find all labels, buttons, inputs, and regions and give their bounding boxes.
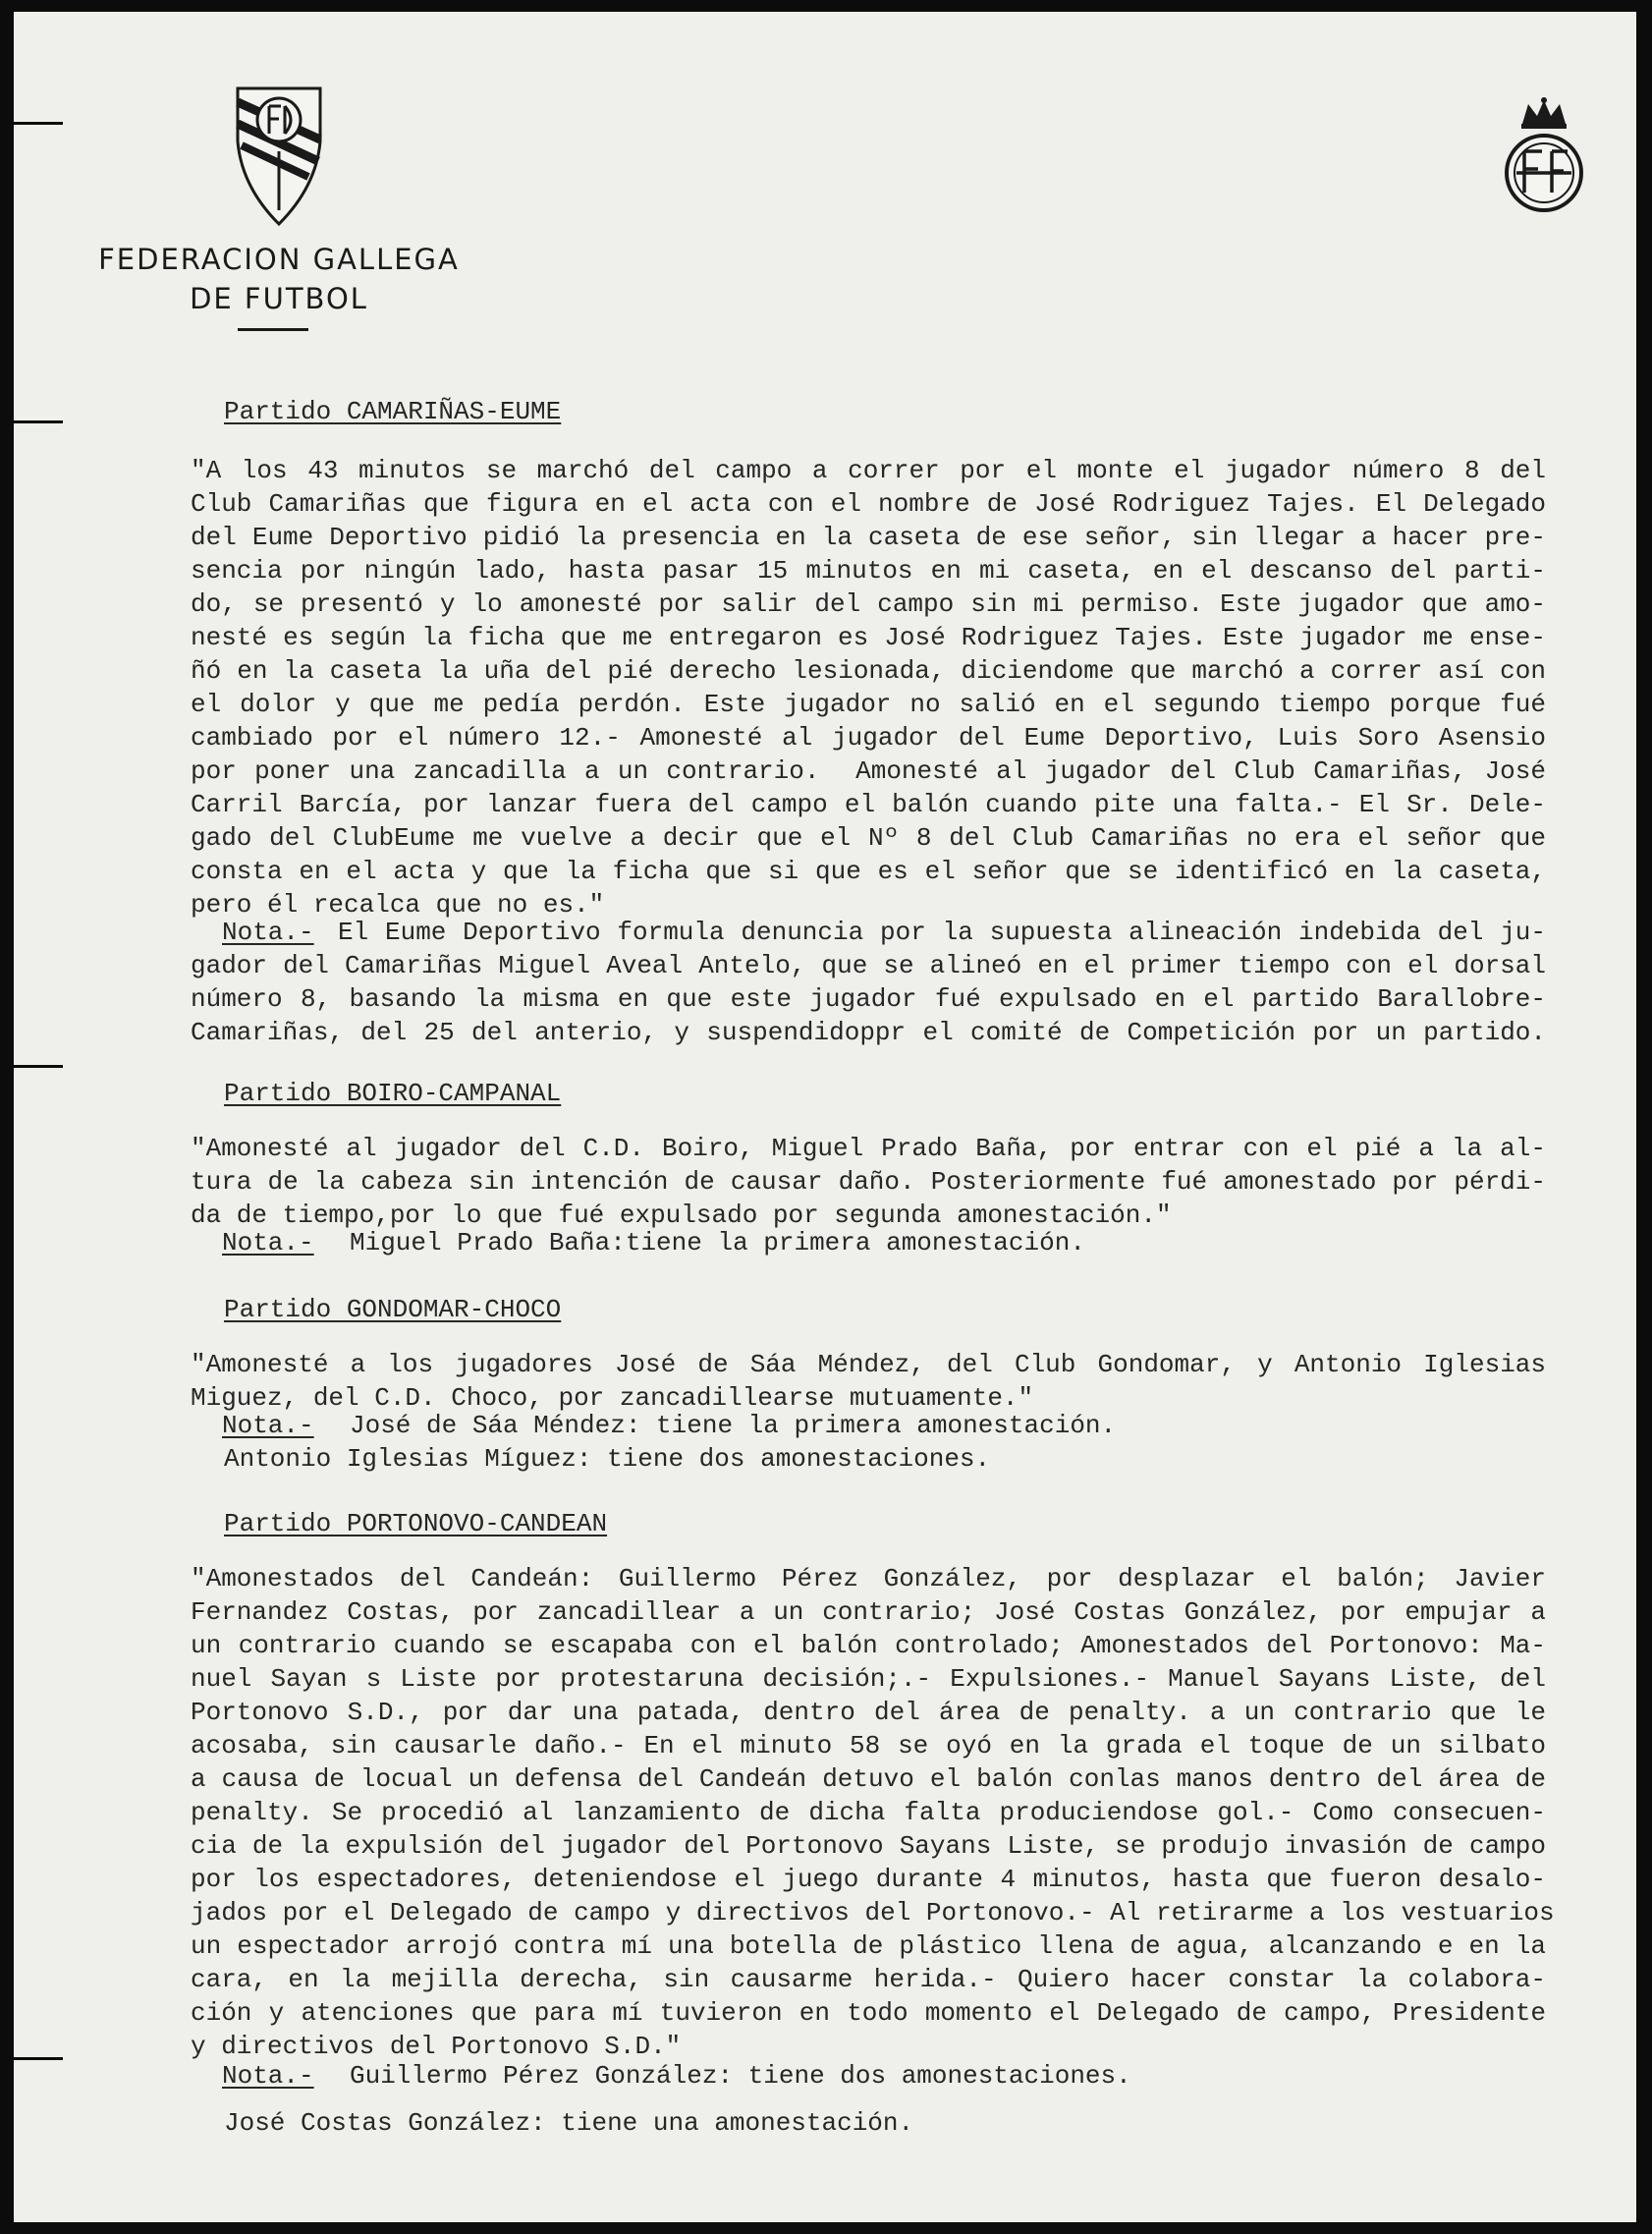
body-line: Fernandez Costas, por zancadillear a un contrario; José Costas González, por empujar a bbox=[191, 1597, 1546, 1627]
body-line: por los espectadores, deteniendose el juego durante 4 minutos, hasta que fueron desalo- bbox=[191, 1865, 1546, 1894]
note-line: Miguel Prado Baña:tiene la primera amonestación. bbox=[350, 1228, 1085, 1257]
body-line: ción y atenciones que para mí tuvieron en todo momento el Delegado de campo, Presidente bbox=[191, 1998, 1546, 2028]
body-line: pero él recalca que no es." bbox=[191, 890, 605, 920]
body-line: un contrario cuando se escapaba con el balón controlado; Amonestados del Portonovo: Ma- bbox=[191, 1631, 1546, 1660]
federation-name-line2: DE FUTBOL bbox=[190, 282, 368, 315]
document-body bbox=[14, 12, 1636, 2222]
note-line: José de Sáa Méndez: tiene la primera amonestación. bbox=[350, 1411, 1117, 1440]
note-label: Nota.- bbox=[222, 1411, 314, 1440]
body-line: do, se presentó y lo amonesté por salir del campo sin mi permiso. Este jugador que amo- bbox=[191, 589, 1546, 619]
body-line: y directivos del Portonovo S.D." bbox=[191, 2032, 682, 2061]
body-line: tura de la cabeza sin intención de causar daño. Posteriormente fué amonestado por pérdi- bbox=[191, 1167, 1546, 1197]
section-title: Partido CAMARIÑAS-EUME bbox=[224, 397, 562, 426]
section-title: Partido PORTONOVO-CANDEAN bbox=[224, 1509, 608, 1538]
note-label: Nota.- bbox=[222, 2061, 314, 2091]
note-label: Nota.- bbox=[222, 918, 314, 947]
section-title: Partido BOIRO-CAMPANAL bbox=[224, 1079, 562, 1108]
body-line: por poner una zancadilla a un contrario. Amonesté al jugador del Club Camariñas, José bbox=[191, 756, 1546, 786]
document-page bbox=[14, 12, 1636, 2222]
body-line: "Amonesté a los jugadores José de Sáa Méndez, del Club Gondomar, y Antonio Iglesias bbox=[191, 1350, 1546, 1379]
body-line: sencia por ningún lado, hasta pasar 15 minutos en mi caseta, en el descanso del parti- bbox=[191, 556, 1546, 586]
body-line: Carril Barcía, por lanzar fuera del campo el balón cuando pite una falta.- El Sr. Dele- bbox=[191, 790, 1546, 819]
body-line: jados por el Delegado de campo y directivos del Portonovo.- Al retirarme a los vestuarios bbox=[191, 1898, 1555, 1927]
body-line: un espectador arrojó contra mí una botella de plástico llena de agua, alcanzando e en la bbox=[191, 1931, 1546, 1961]
body-line: gado del ClubEume me vuelve a decir que el Nº 8 del Club Camariñas no era el señor que bbox=[191, 823, 1546, 853]
body-line: "A los 43 minutos se marchó del campo a correr por el monte el jugador número 8 del bbox=[191, 456, 1546, 485]
note-line: El Eume Deportivo formula denuncia por la supuesta alineación indebida del ju- bbox=[338, 918, 1546, 947]
note-line: número 8, basando la misma en que este jugador fué expulsado en el partido Barallobre- bbox=[191, 984, 1546, 1014]
body-line: cia de la expulsión del jugador del Portonovo Sayans Liste, se produjo invasión de campo bbox=[191, 1831, 1546, 1861]
body-line: Miguez, del C.D. Choco, por zancadillearse mutuamente." bbox=[191, 1383, 1034, 1413]
body-line: el dolor y que me pedía perdón. Este jugador no salió en el segundo tiempo porque fué bbox=[191, 690, 1546, 719]
body-line: consta en el acta y que la ficha que si que es el señor que se identificó en la caseta, bbox=[191, 857, 1546, 886]
note-label: Nota.- bbox=[222, 1228, 314, 1257]
note-line: Camariñas, del 25 del anterio, y suspendidoppr el comité de Competición por un partido. bbox=[191, 1018, 1546, 1047]
body-line: "Amonesté al jugador del C.D. Boiro, Miguel Prado Baña, por entrar con el pié a la al- bbox=[191, 1134, 1546, 1163]
note-line: Antonio Iglesias Míguez: tiene dos amonestaciones. bbox=[224, 1444, 991, 1474]
body-line: nuel Sayan s Liste por protestaruna decisión;.- Expulsiones.- Manuel Sayans Liste, del bbox=[191, 1664, 1546, 1694]
body-line: Portonovo S.D., por dar una patada, dentro del área de penalty. a un contrario que le bbox=[191, 1698, 1546, 1727]
body-line: cara, en la mejilla derecha, sin causarme herida.- Quiero hacer constar la colabora- bbox=[191, 1965, 1546, 1994]
body-line: da de tiempo,por lo que fué expulsado por segunda amonestación." bbox=[191, 1201, 1172, 1230]
body-line: cambiado por el número 12.- Amonesté al jugador del Eume Deportivo, Luis Soro Asensio bbox=[191, 723, 1546, 753]
note-line: gador del Camariñas Miguel Aveal Antelo, que se alineó en el primer tiempo con el dorsal bbox=[191, 951, 1546, 980]
body-line: acosaba, sin causarle daño.- En el minuto 58 se oyó en la grada el toque de un silbato bbox=[191, 1731, 1546, 1760]
note-line: Guillermo Pérez González: tiene dos amonestaciones. bbox=[350, 2061, 1131, 2091]
body-line: "Amonestados del Candeán: Guillermo Pérez González, por desplazar el balón; Javier bbox=[191, 1564, 1546, 1593]
body-line: del Eume Deportivo pidió la presencia en la caseta de ese señor, sin llegar a hacer pre- bbox=[191, 523, 1546, 552]
section-title: Partido GONDOMAR-CHOCO bbox=[224, 1295, 562, 1324]
note-line: José Costas González: tiene una amonestación. bbox=[224, 2108, 914, 2138]
body-line: nesté es según la ficha que me entregaron es José Rodriguez Tajes. Este jugador me ense- bbox=[191, 623, 1546, 652]
body-line: a causa de locual un defensa del Candeán detuvo el balón conlas manos dentro del área de bbox=[191, 1764, 1546, 1794]
federation-name-line1: FEDERACION GALLEGA bbox=[98, 243, 460, 276]
body-line: ñó en la caseta la uña del pié derecho lesionada, diciendome que marchó a correr así con bbox=[191, 656, 1546, 686]
body-line: penalty. Se procedió al lanzamiento de dicha falta produciendose gol.- Como consecuen- bbox=[191, 1798, 1546, 1827]
body-line: Club Camariñas que figura en el acta con el nombre de José Rodriguez Tajes. El Delegado bbox=[191, 489, 1546, 519]
